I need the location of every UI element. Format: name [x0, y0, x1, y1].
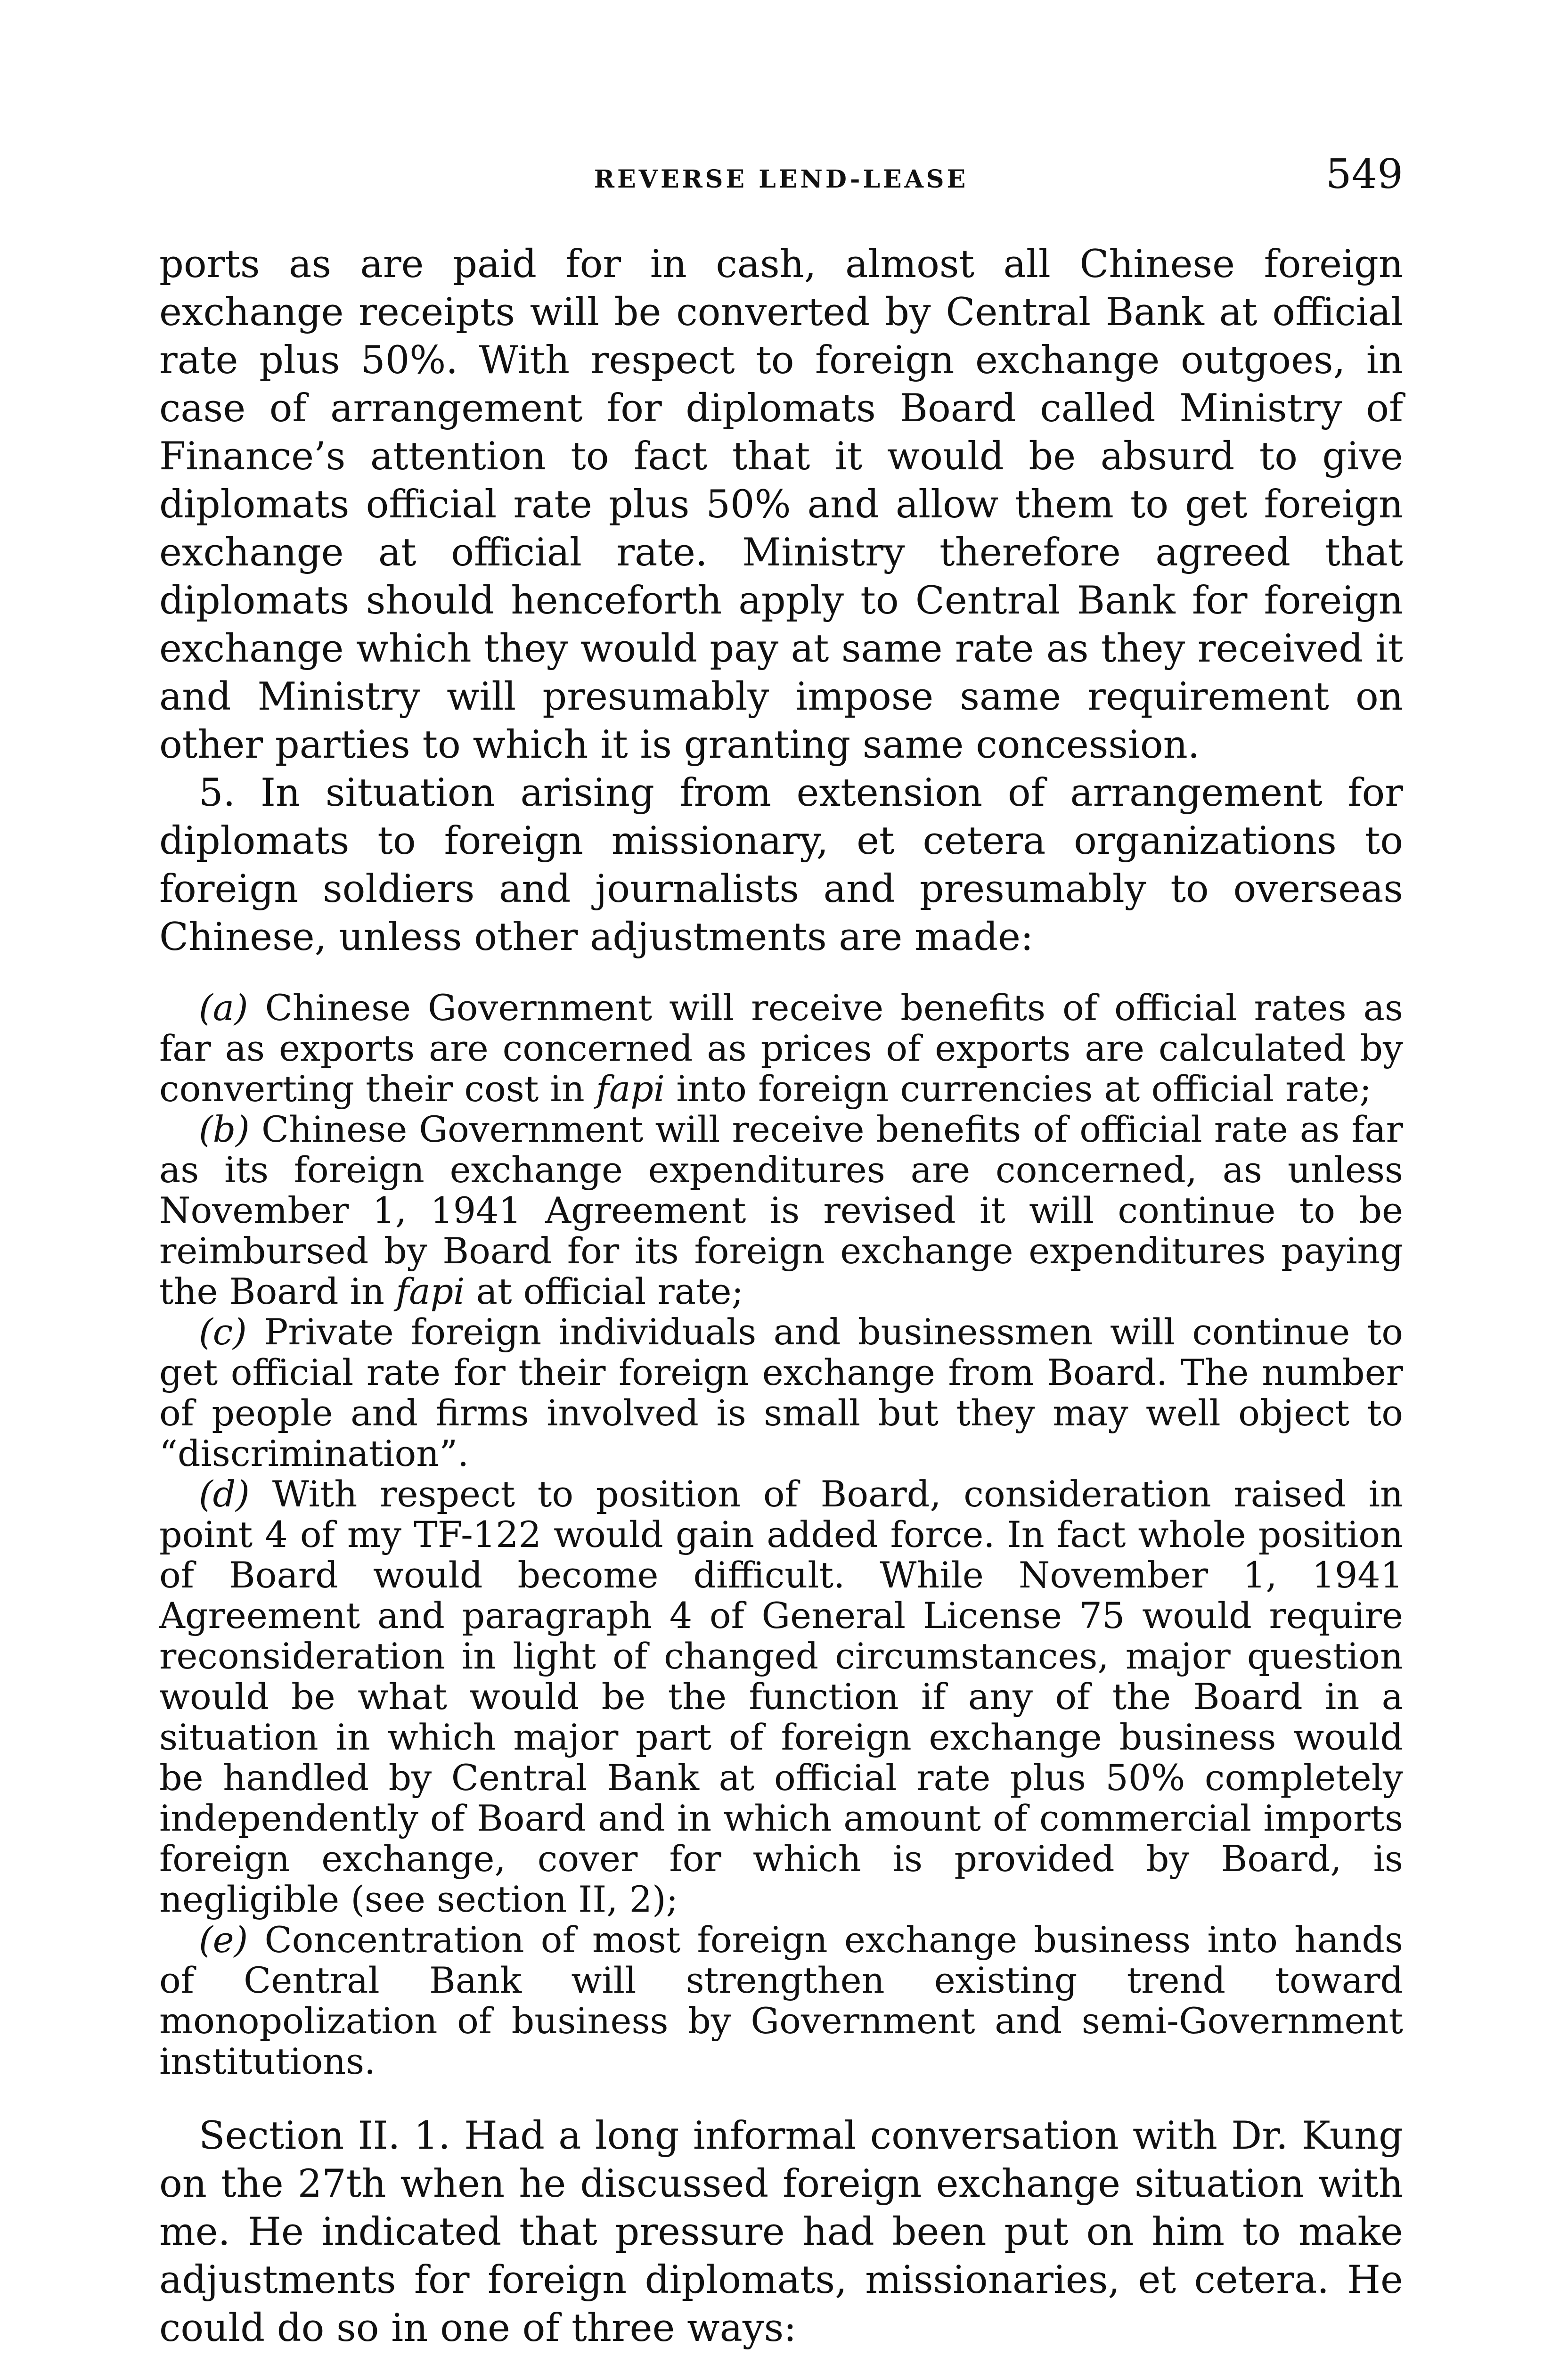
paragraph-point-5: 5. In situation arising from extension of arrangement for diplomats to foreign missionary, et cetera organizations to foreign soldiers and journalists and presumably to overseas Chinese, unless other adjustments are made:	[159, 771, 1403, 959]
subitem-d-label: (d)	[199, 1473, 250, 1515]
subitem-e	[159, 1920, 1403, 2082]
subitem-e-text: Concentration of most foreign exchange business into hands of Central Bank will strengthen existing trend toward monopolization of business by Government and semi-Government institutions.	[159, 1919, 1403, 2082]
subitem-a-text-end: into foreign currencies at official rate;	[665, 1068, 1372, 1110]
paragraph-continuation: ports as are paid for in cash, almost all Chinese foreign exchange receipts will be converted by Central Bank at official rate plus 50%. With respect to foreign exchange outgoes, in case of arrangement for diplomats Board called Ministry of Finance’s attention to fact that it would be absurd to give diplomats official rate plus 50% and allow them to get foreign exchange at official rate. Ministry therefore agreed that diplomats should henceforth apply to Central Bank for foreign exchange which they would pay at same rate as they received it and Ministry will presumably impose same requirement on other parties to which it is granting same concession.	[159, 242, 1403, 767]
subitem-b-text: Chinese Government will receive benefits of official rate as far as its foreign exchange expenditures are concerned, as unless November 1, 1941 Agreement is revised it will continue to be reimbursed by Board for its foreign exchange expenditures paying the Board in	[159, 1108, 1403, 1312]
section-ii-paragraph-1: Section II. 1. Had a long informal conversation with Dr. Kung on the 27th when he discussed foreign exchange situation with me. He indicated that pressure had been put on him to make adjustments for foreign diplomats, missionaries, et cetera. He could do so in one of three ways:	[159, 2114, 1403, 2350]
subitem-b-italic: fapi	[396, 1270, 465, 1312]
subitem-b-text-end: at official rate;	[465, 1270, 744, 1312]
subitem-c	[159, 1312, 1403, 1474]
page-header	[159, 137, 1403, 203]
subitem-a-label: (a)	[199, 987, 248, 1029]
running-head: REVERSE LEND-LEASE	[594, 165, 969, 194]
subitem-b-label: (b)	[199, 1108, 250, 1150]
subitem-c-text: Private foreign individuals and businessmen will continue to get official rate for their foreign exchange from Board. The number of people and firms involved is small but they may well object to “discrimination”.	[159, 1311, 1403, 1474]
subitem-a	[159, 988, 1403, 1109]
subitem-c-label: (c)	[199, 1311, 247, 1353]
subitem-d-text: With respect to position of Board, consideration raised in point 4 of my TF-122 would gain added force. In fact whole position of Board would become difficult. While November 1, 1941 Agreement and paragraph 4 of General License 75 would require reconsideration in light of changed circumstances, major question would be what would be the function if any of the Board in a situation in which major part of foreign exchange business would be handled by Central Bank at official rate plus 50% completely independently of Board and in which amount of commercial imports foreign exchange, cover for which is provided by Board, is negligible (see section II, 2);	[159, 1473, 1403, 1920]
subitem-a-text: Chinese Government will receive benefits of official rates as far as exports are concerned as prices of exports are calculated by converting their cost in	[159, 987, 1403, 1110]
subitem-d	[159, 1474, 1403, 1920]
subitem-list	[159, 988, 1403, 2082]
subitem-a-italic: fapi	[596, 1068, 665, 1110]
section-ii	[159, 2112, 1403, 2352]
body-text	[159, 240, 1403, 2356]
subitem-b	[159, 1109, 1403, 1312]
subitem-e-label: (e)	[199, 1919, 248, 1961]
page-number: 549	[1325, 151, 1403, 198]
